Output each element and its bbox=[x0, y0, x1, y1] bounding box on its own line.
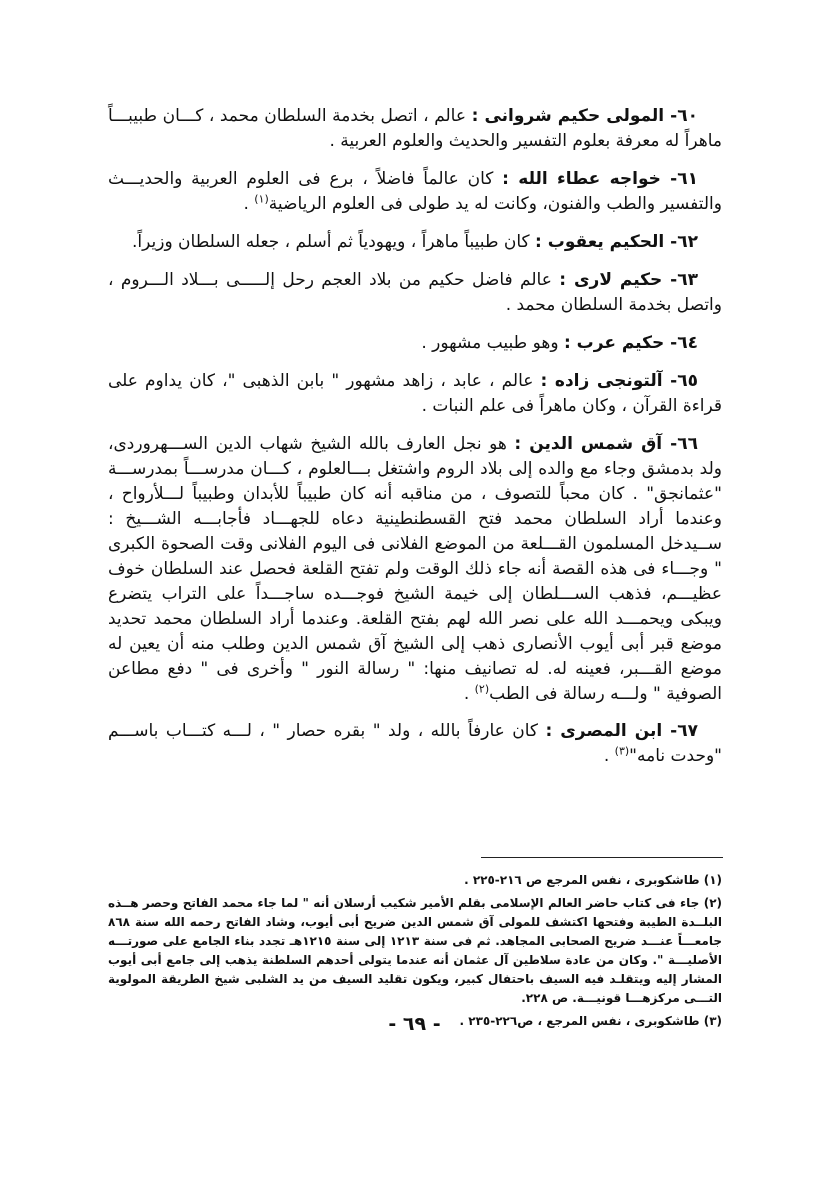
footnote-2 bbox=[108, 894, 722, 1008]
entry-body: هو نجل العارف بالله الشيخ شهاب الدين الســـهروردى، ولد بدمشق وجاء مع والده إلى بلاد الروم واشتغل بـــالعلوم ، كـــان مدرســـاً بمدرســـة "عثمانجق" . كان محباً للتصوف ، من مناقبه أنه كان طبيباً للأبدان وطبيباً لـــلأرواح ، وعندما أراد السلطان محمد فتح القسطنطينية دعاه للجهـــاد فأجابـــه الشـــيخ : ســيدخل المسلمون القـــلعة من الموضع الفلانى فى اليوم الفلانى وقت الصحوة الكبرى " وجـــاء فى هذه القصة أنه جاء ذلك الوقت ولم تفتح القلعة فحصل عند السلطان خوف عظيـــم، فذهب الســـلطان إلى خيمة الشيخ فوجـــده ساجـــداً على التراب يتضرع ويبكى ويحمـــد الله على نصر الله لهم بفتح القلعة. وعندما أراد السلطان محمد تحديد موضع قبر أبى أيوب الأنصارى ذهب إلى الشيخ آق شمس الدين وطلب منه أن يعين له موضع القـــبر، فعينه له. له تصانيف منها: " رسالة النور " وأخرى فى " دفع مطاعن الصوفية " ولـــه رسالة فى الطب bbox=[108, 434, 722, 704]
entry-heading: ٦٢- الحكيم يعقوب : bbox=[535, 232, 698, 252]
entry-body: كان عارفاً بالله ، ولد " بقره حصار " ، لـــه كتـــاب باســـم "وحدت نامه" bbox=[108, 721, 722, 766]
footnote-1 bbox=[108, 871, 722, 890]
entry-heading: ٦١- خواجه عطاء الله : bbox=[502, 169, 698, 189]
footnote-reference[interactable]: (٢) bbox=[474, 682, 490, 696]
entry-heading: ٦٦- آق شمس الدين : bbox=[514, 434, 698, 454]
entry-63 bbox=[108, 268, 722, 318]
entry-heading: ٦٥- آلتونجى زاده : bbox=[540, 371, 698, 391]
entry-body: وهو طبيب مشهور . bbox=[421, 333, 564, 353]
entry-67 bbox=[108, 719, 722, 769]
footnote-reference[interactable]: (٣) bbox=[614, 744, 630, 758]
footnote-number: (٢) bbox=[703, 896, 722, 910]
footnote-number: (١) bbox=[703, 873, 722, 887]
entry-body: عالم فاضل حكيم من بلاد العجم رحل إلـــــى بـــلاد الـــروم ، واتصل بخدمة السلطان محمد . bbox=[108, 270, 722, 315]
entry-body: عالم ، اتصل بخدمة السلطان محمد ، كـــان طبيبـــاً ماهراً له معرفة بعلوم التفسير والحديث والعلوم العربية . bbox=[108, 106, 722, 151]
footnote-separator bbox=[481, 857, 723, 858]
entry-heading: ٦٧- ابن المصرى : bbox=[545, 721, 698, 741]
footnotes bbox=[108, 871, 722, 1035]
entry-ending: . bbox=[463, 684, 475, 704]
entry-ending: . bbox=[243, 194, 255, 214]
footnote-number: (٣) bbox=[703, 1014, 722, 1028]
entry-body: كان طبيباً ماهراً ، ويهودياً ثم أسلم ، جعله السلطان وزيراً. bbox=[132, 232, 536, 252]
entry-60 bbox=[108, 104, 722, 154]
entry-heading: ٦٣- حكيم لارى : bbox=[559, 270, 699, 290]
footnote-text: طاشكوبرى ، نفس المرجع ، ص٢٢٦-٢٣٥ . bbox=[459, 1014, 704, 1028]
entry-ending: . bbox=[603, 746, 615, 766]
entry-body: كان عالماً فاضلاً ، برع فى العلوم العربية والحديـــث والتفسير والطب والفنون، وكانت له يد طولى فى العلوم الرياضية bbox=[108, 169, 722, 214]
entry-66 bbox=[108, 432, 722, 707]
entry-body: عالم ، عابد ، زاهد مشهور " بابن الذهبى "، كان يداوم على قراءة القرآن ، وكان ماهراً فى علم النبات . bbox=[108, 371, 722, 416]
footnote-reference[interactable]: (١) bbox=[254, 192, 269, 206]
entry-61 bbox=[108, 167, 722, 217]
entry-heading: ٦٤- حكيم عرب : bbox=[563, 333, 698, 353]
entry-62 bbox=[108, 230, 722, 255]
footnote-text: طاشكوبرى ، نفس المرجع ص ٢١٦-٢٢٥ . bbox=[464, 873, 704, 887]
main-text bbox=[108, 104, 722, 782]
entry-65 bbox=[108, 369, 722, 419]
entry-64 bbox=[108, 331, 722, 356]
page-number: - ٦٩ - bbox=[388, 1013, 441, 1035]
entry-heading: ٦٠- المولى حكيم شروانى : bbox=[471, 106, 698, 126]
footnote-text: جاء فى كتاب حاضر العالم الإسلامى بقلم الأمير شكيب أرسلان أنه " لما جاء محمد الفاتح وحصر هــذه البلــدة الطيبة وفتحها اكتشف للمولى آق شمس الدين ضريح أبى أيوب، وشاد الفاتح رحمه الله سنة ٨٦٨ جامعـــاً عنـــد ضريح الصحابى المجاهد. ثم فى سنة ١٢١٣ إلى سنة ١٢١٥هـ تجدد بناء الجامع على صورتـــه الأصليـــة ". وكان من عادة سلاطين آل عثمان أنه عندما يتولى أحدهم السلطنة يذهب إلى جامع أبى أيوب المشار إليه ويتقلـد فيه السيف باحتفال كبير، ويكون تقليد السيف من يد الشلبى شيخ الطريقة المولوية التـــى مركزهـــا قونيـــة. ص ٢٢٨. bbox=[108, 896, 722, 1005]
